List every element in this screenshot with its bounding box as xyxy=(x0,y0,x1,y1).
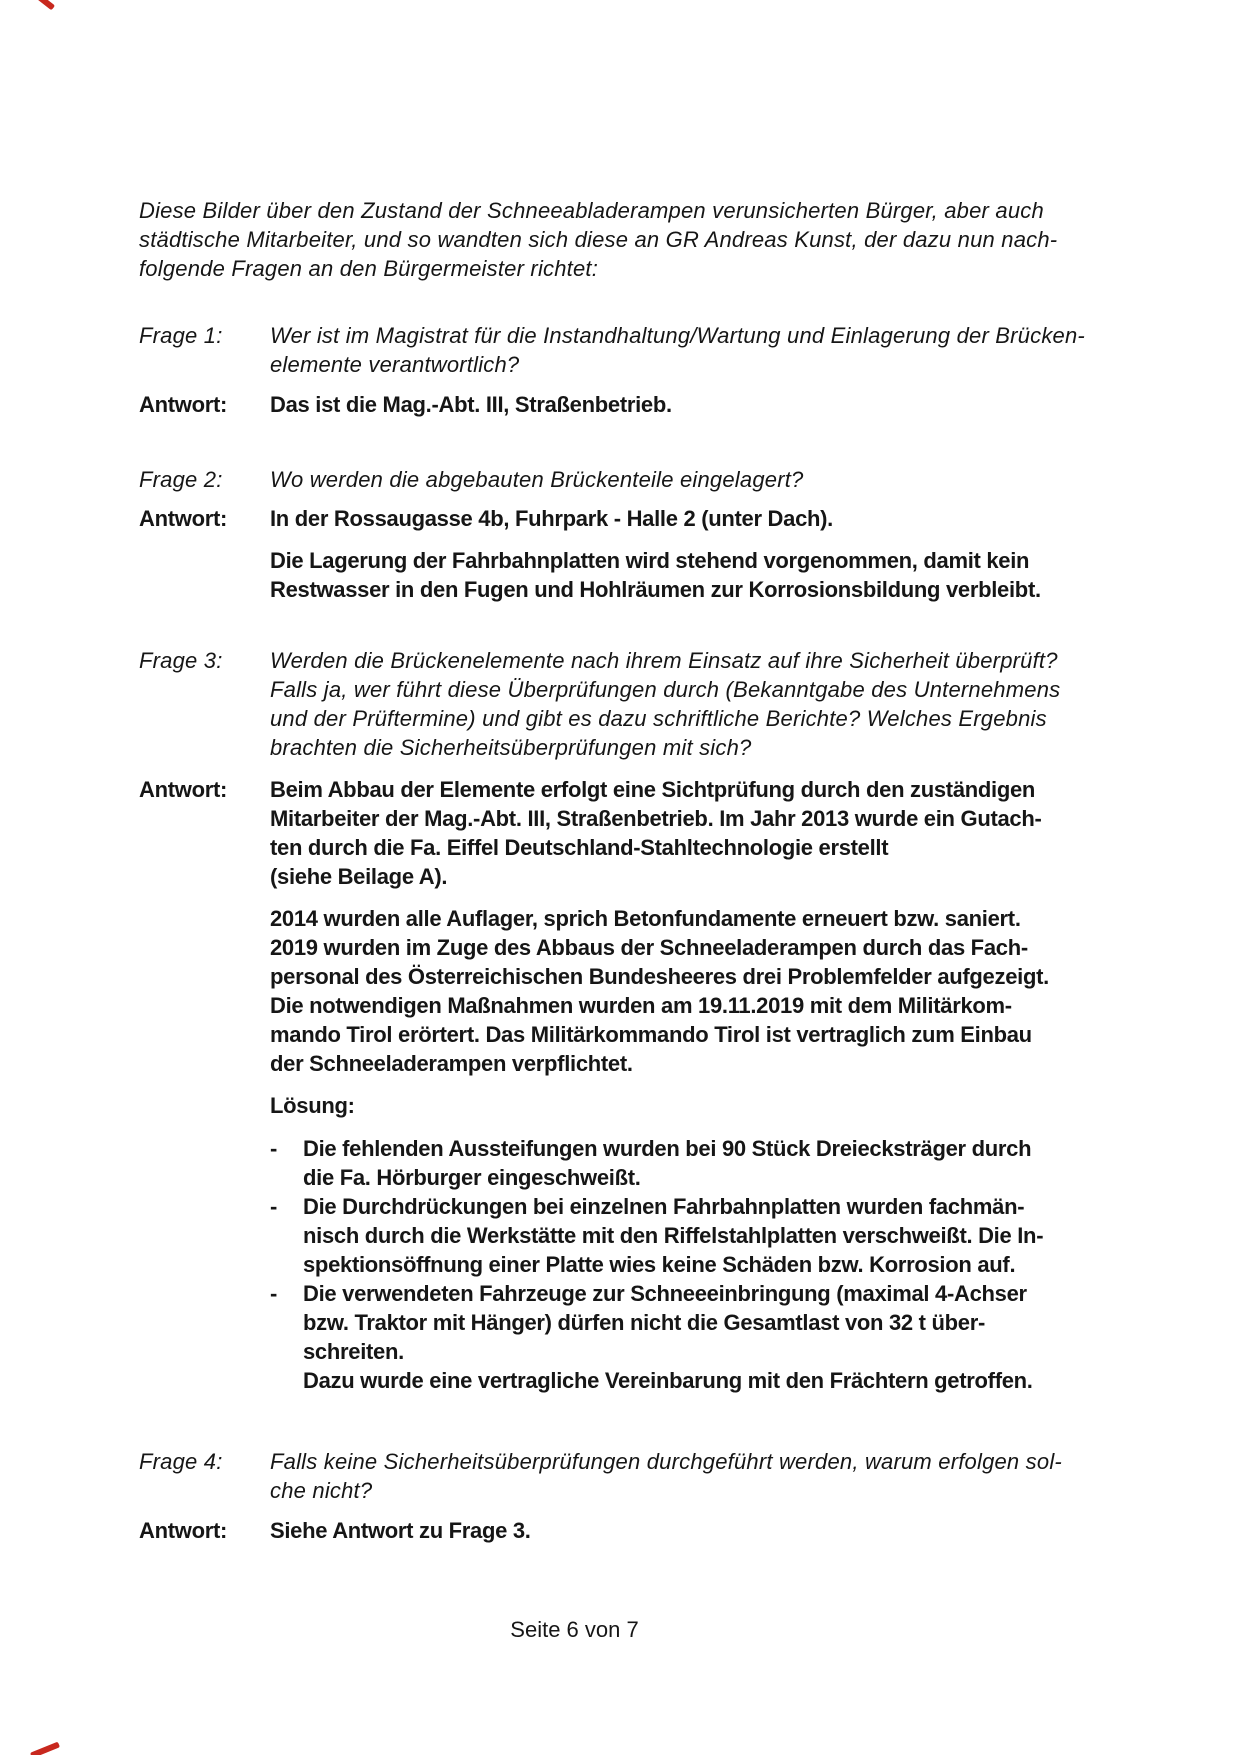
intro-paragraph xyxy=(139,196,1241,283)
text-line: der Schneeladerampen verpflichtet. xyxy=(270,1051,633,1076)
text-line: Siehe Antwort zu Frage 3. xyxy=(270,1518,531,1543)
bullet-text xyxy=(303,1279,1033,1395)
text-line: spektionsöffnung einer Platte wies keine Schäden bzw. Korrosion auf. xyxy=(303,1252,1016,1277)
red-ink-mark-top xyxy=(31,0,55,10)
question-text xyxy=(270,465,803,494)
question-text xyxy=(270,1447,1062,1505)
question-label: Frage 4: xyxy=(139,1449,223,1474)
text-line: Die Durchdrückungen bei einzelnen Fahrbahnplatten wurden fachmän- xyxy=(303,1194,1025,1219)
text-line: mando Tirol erörtert. Das Militärkommando Tirol ist vertraglich zum Einbau xyxy=(270,1022,1032,1047)
question-text xyxy=(270,646,1060,762)
text-line: personal des Österreichischen Bundesheeres drei Problemfelder aufgezeigt. xyxy=(270,964,1049,989)
question-label: Frage 2: xyxy=(139,467,223,492)
text-line: (siehe Beilage A). xyxy=(270,864,448,889)
text-line: brachten die Sicherheitsüberprüfungen mit sich? xyxy=(270,735,752,760)
page-number: Seite 6 von 7 xyxy=(510,1617,639,1642)
answer-text xyxy=(270,390,672,419)
red-ink-mark-bottom xyxy=(30,1742,60,1755)
question-block-2 xyxy=(139,465,1241,494)
text-line: schreiten. xyxy=(303,1339,404,1364)
bullet-dash: - xyxy=(270,1194,278,1219)
answer-block-3 xyxy=(139,775,1241,891)
text-line: Falls ja, wer führt diese Überprüfungen durch (Bekanntgabe des Unternehmens xyxy=(270,677,1061,702)
text-line: Wer ist im Magistrat für die Instandhaltung/Wartung und Einlagerung der Brücken- xyxy=(270,323,1085,348)
text-line: Beim Abbau der Elemente erfolgt eine Sichtprüfung durch den zuständigen xyxy=(270,777,1036,802)
answer-label: Antwort: xyxy=(139,392,228,417)
answer-text xyxy=(270,1516,531,1545)
text-line: Diese Bilder über den Zustand der Schneeabladerampen verunsicherten Bürger, aber auch xyxy=(139,198,1044,223)
answer-text xyxy=(270,775,1042,891)
text-line: Restwasser in den Fugen und Hohlräumen zur Korrosionsbildung verbleibt. xyxy=(270,577,1041,602)
text-line: Falls keine Sicherheitsüberprüfungen durchgeführt werden, warum erfolgen sol- xyxy=(270,1449,1062,1474)
answer-block-4 xyxy=(139,1516,1241,1545)
text-line: che nicht? xyxy=(270,1478,373,1503)
text-line: ten durch die Fa. Eiffel Deutschland-Stahltechnologie erstellt xyxy=(270,835,889,860)
question-block-4 xyxy=(139,1447,1241,1505)
question-block-3 xyxy=(139,646,1241,762)
answer-block-1 xyxy=(139,390,1241,419)
bullet-dash: - xyxy=(270,1136,278,1161)
question-label: Frage 1: xyxy=(139,323,223,348)
answer-paragraph xyxy=(270,904,1241,1078)
answer-label: Antwort: xyxy=(139,506,228,531)
text-line: Die Lagerung der Fahrbahnplatten wird stehend vorgenommen, damit kein xyxy=(270,548,1030,573)
text-line: die Fa. Hörburger eingeschweißt. xyxy=(303,1165,641,1190)
solution-bullet-list xyxy=(270,1134,1241,1395)
answer-label: Antwort: xyxy=(139,777,228,802)
bullet-dash: - xyxy=(270,1281,278,1306)
solution-heading: Lösung: xyxy=(270,1093,355,1118)
text-line: Werden die Brückenelemente nach ihrem Einsatz auf ihre Sicherheit überprüft? xyxy=(270,648,1058,673)
text-line: bzw. Traktor mit Hänger) dürfen nicht die Gesamtlast von 32 t über- xyxy=(303,1310,985,1335)
question-text xyxy=(270,321,1085,379)
text-line: nisch durch die Werkstätte mit den Riffelstahlplatten verschweißt. Die In- xyxy=(303,1223,1044,1248)
answer-block-2 xyxy=(139,504,1241,533)
text-line: Die verwendeten Fahrzeuge zur Schneeeinbringung (maximal 4-Achser xyxy=(303,1281,1027,1306)
text-line: 2014 wurden alle Auflager, sprich Betonfundamente erneuert bzw. saniert. xyxy=(270,906,1021,931)
bullet-item xyxy=(270,1192,1241,1279)
text-line: Das ist die Mag.-Abt. III, Straßenbetrieb. xyxy=(270,392,672,417)
text-line: Mitarbeiter der Mag.-Abt. III, Straßenbetrieb. Im Jahr 2013 wurde ein Gutach- xyxy=(270,806,1042,831)
answer-label: Antwort: xyxy=(139,1518,228,1543)
text-line: Die notwendigen Maßnahmen wurden am 19.11.2019 mit dem Militärkom- xyxy=(270,993,1012,1018)
text-line: Dazu wurde eine vertragliche Vereinbarung mit den Frächtern getroffen. xyxy=(303,1368,1033,1393)
bullet-item xyxy=(270,1279,1241,1395)
text-line: Die fehlenden Aussteifungen wurden bei 90 Stück Dreiecksträger durch xyxy=(303,1136,1032,1161)
bullet-text xyxy=(303,1134,1031,1192)
text-line: 2019 wurden im Zuge des Abbaus der Schneeladerampen durch das Fach- xyxy=(270,935,1028,960)
question-label: Frage 3: xyxy=(139,648,223,673)
text-line: elemente verantwortlich? xyxy=(270,352,520,377)
bullet-text xyxy=(303,1192,1043,1279)
text-line: In der Rossaugasse 4b, Fuhrpark - Halle 2 (unter Dach). xyxy=(270,506,833,531)
answer-text xyxy=(270,504,833,533)
text-line: städtische Mitarbeiter, und so wandten sich diese an GR Andreas Kunst, der dazu nun nach- xyxy=(139,227,1058,252)
question-block-1 xyxy=(139,321,1241,379)
text-line: Wo werden die abgebauten Brückenteile eingelagert? xyxy=(270,467,804,492)
answer-paragraph xyxy=(270,546,1241,604)
text-line: und der Prüftermine) und gibt es dazu schriftliche Berichte? Welches Ergebnis xyxy=(270,706,1047,731)
text-line: folgende Fragen an den Bürgermeister richtet: xyxy=(139,256,599,281)
bullet-item xyxy=(270,1134,1241,1192)
